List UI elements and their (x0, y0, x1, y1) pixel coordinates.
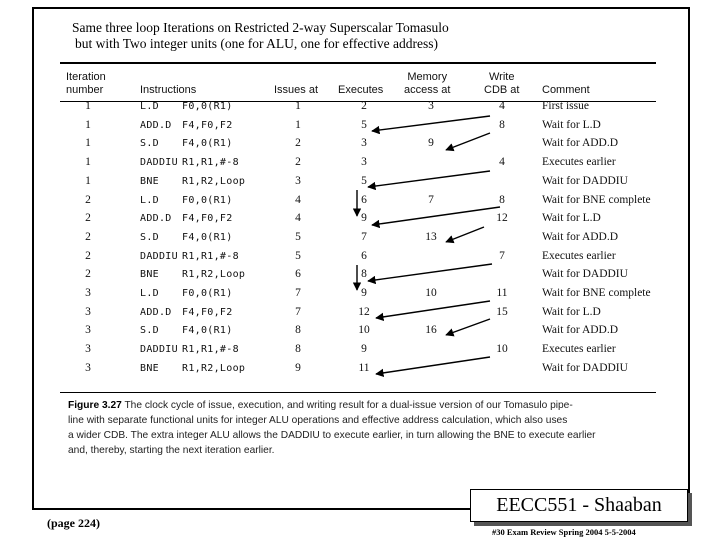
page-reference: (page 224) (47, 516, 100, 530)
cell-issue: 7 (295, 287, 301, 299)
cell-execute: 5 (361, 174, 367, 187)
header-iteration: Iteration number (66, 71, 106, 96)
cell-iteration: 2 (85, 249, 91, 262)
cell-execute: 9 (361, 287, 367, 299)
cell-operands: F4,0(R1) (182, 325, 233, 337)
header-executes: Executes (338, 84, 384, 96)
cell-write: 11 (496, 287, 508, 299)
cell-opcode: DADDIU (140, 250, 178, 262)
cell-comment: Wait for ADD.D (542, 137, 619, 150)
cell-comment: Executes earlier (542, 249, 616, 262)
cell-memory: 7 (428, 193, 434, 206)
cell-issue: 8 (295, 343, 301, 356)
cell-opcode: L.D (140, 101, 159, 112)
cell-comment: Wait for L.D (542, 305, 601, 318)
cell-opcode: ADD.D (140, 213, 172, 225)
cell-operands: F4,0(R1) (182, 231, 233, 243)
caption-text-1: The clock cycle of issue, execution, and writing result for a dual-issue version of our Tomasulo pipe- (124, 400, 573, 411)
cell-comment: Wait for BNE complete (542, 287, 651, 299)
cell-execute: 11 (358, 361, 370, 374)
cell-execute: 3 (361, 137, 367, 150)
cell-operands: F4,0(R1) (182, 138, 233, 150)
cell-execute: 7 (361, 230, 367, 243)
cell-comment: Wait for ADD.D (542, 230, 619, 243)
cell-execute: 6 (361, 193, 367, 206)
cell-memory: 10 (425, 287, 437, 299)
cell-write: 8 (499, 118, 505, 131)
title-line-2: but with Two integer units (one for ALU, one for effective address) (75, 36, 438, 51)
slide-title (72, 20, 632, 52)
cell-operands: F0,0(R1) (182, 101, 233, 112)
cell-iteration: 2 (85, 268, 91, 281)
header-instructions: Instructions (140, 84, 197, 96)
cell-opcode: DADDIU (140, 344, 178, 356)
cell-comment: Executes earlier (542, 156, 616, 169)
cell-write: 7 (499, 249, 505, 262)
cell-comment: Wait for ADD.D (542, 324, 619, 337)
cell-write: 4 (499, 100, 505, 112)
cell-iteration: 3 (85, 287, 91, 299)
figure-caption (68, 398, 660, 458)
cell-comment: Wait for BNE complete (542, 193, 651, 206)
cell-execute: 5 (361, 118, 367, 131)
cell-write: 10 (496, 343, 508, 356)
cell-iteration: 3 (85, 343, 91, 356)
cell-iteration: 1 (85, 174, 91, 187)
cell-issue: 4 (295, 212, 301, 225)
cell-iteration: 3 (85, 305, 91, 318)
cell-write: 12 (496, 212, 508, 225)
cell-opcode: S.D (140, 231, 159, 243)
cell-issue: 2 (295, 137, 301, 150)
cell-iteration: 2 (85, 212, 91, 225)
cell-issue: 2 (295, 156, 301, 169)
cell-operands: F0,0(R1) (182, 194, 233, 206)
cell-issue: 3 (295, 174, 301, 187)
cell-opcode: BNE (140, 269, 159, 281)
cell-opcode: L.D (140, 194, 159, 206)
cell-comment: Wait for DADDIU (542, 174, 628, 187)
cell-issue: 4 (295, 193, 301, 206)
cell-operands: R1,R1,#-8 (182, 344, 239, 356)
cell-opcode: S.D (140, 138, 159, 150)
cell-execute: 10 (358, 324, 370, 337)
cell-issue: 5 (295, 249, 301, 262)
cell-operands: R1,R2,Loop (182, 362, 246, 374)
caption-text-2: line with separate functional units for integer ALU operations and effective address calculation, which also uses (68, 415, 568, 426)
cell-comment: Wait for DADDIU (542, 361, 628, 374)
cell-comment: Executes earlier (542, 343, 616, 356)
cell-memory: 16 (425, 324, 437, 337)
cell-opcode: BNE (140, 362, 159, 374)
cell-execute: 2 (361, 100, 367, 112)
cell-memory: 13 (425, 230, 437, 243)
cell-opcode: ADD.D (140, 306, 172, 318)
cell-comment: Wait for L.D (542, 118, 601, 131)
table-top-rule (60, 62, 656, 64)
cell-iteration: 1 (85, 156, 91, 169)
cell-operands: F0,0(R1) (182, 288, 233, 299)
cell-execute: 6 (361, 249, 367, 262)
cell-issue: 5 (295, 230, 301, 243)
cell-operands: F4,F0,F2 (182, 213, 233, 225)
cell-opcode: BNE (140, 175, 159, 187)
course-brand-box: EECC551 - Shaaban (470, 489, 688, 522)
cell-execute: 3 (361, 156, 367, 169)
cell-iteration: 1 (85, 137, 91, 150)
cell-comment: Wait for DADDIU (542, 268, 628, 281)
cell-issue: 8 (295, 324, 301, 337)
cell-issue: 7 (295, 305, 301, 318)
cell-iteration: 1 (85, 118, 91, 131)
cell-memory: 9 (428, 137, 434, 150)
cell-operands: R1,R1,#-8 (182, 250, 239, 262)
cell-iteration: 2 (85, 193, 91, 206)
cell-operands: R1,R2,Loop (182, 175, 246, 187)
header-comment: Comment (542, 84, 590, 96)
slide-footer: #30 Exam Review Spring 2004 5-5-2004 (492, 527, 636, 537)
cell-operands: F4,F0,F2 (182, 306, 233, 318)
header-write: Write CDB at (484, 71, 520, 96)
cell-issue: 1 (295, 118, 301, 131)
header-memory: Memory access at (404, 71, 451, 96)
cell-issue: 6 (295, 268, 301, 281)
title-line-1: Same three loop Iterations on Restricted 2-way Superscalar Tomasulo (72, 20, 449, 35)
cell-memory: 3 (428, 100, 434, 112)
cell-write: 8 (499, 193, 505, 206)
cell-execute: 9 (361, 212, 367, 225)
cell-execute: 8 (361, 268, 367, 281)
cell-operands: R1,R1,#-8 (182, 157, 239, 169)
cell-opcode: DADDIU (140, 157, 178, 169)
cell-iteration: 3 (85, 361, 91, 374)
cell-comment: Wait for L.D (542, 212, 601, 225)
cell-opcode: S.D (140, 325, 159, 337)
cell-write: 15 (496, 305, 508, 318)
cell-operands: F4,F0,F2 (182, 119, 233, 131)
caption-text-3: a wider CDB. The extra integer ALU allows the DADDIU to execute earlier, in turn allowing the BNE to execute earlier (68, 430, 596, 441)
cell-execute: 12 (358, 305, 370, 318)
cell-comment: First issue (542, 100, 589, 112)
cell-issue: 1 (295, 100, 301, 112)
cell-iteration: 1 (85, 100, 91, 112)
cell-opcode: ADD.D (140, 119, 172, 131)
caption-text-4: and, thereby, starting the next iteration earlier. (68, 445, 275, 456)
cell-operands: R1,R2,Loop (182, 269, 246, 281)
cell-iteration: 2 (85, 230, 91, 243)
cell-issue: 9 (295, 361, 301, 374)
cell-write: 4 (499, 156, 505, 169)
cell-execute: 9 (361, 343, 367, 356)
figure-label: Figure 3.27 (68, 400, 122, 411)
header-issues: Issues at (274, 84, 319, 96)
cell-opcode: L.D (140, 288, 159, 299)
table-bottom-rule (60, 392, 656, 393)
cell-iteration: 3 (85, 324, 91, 337)
